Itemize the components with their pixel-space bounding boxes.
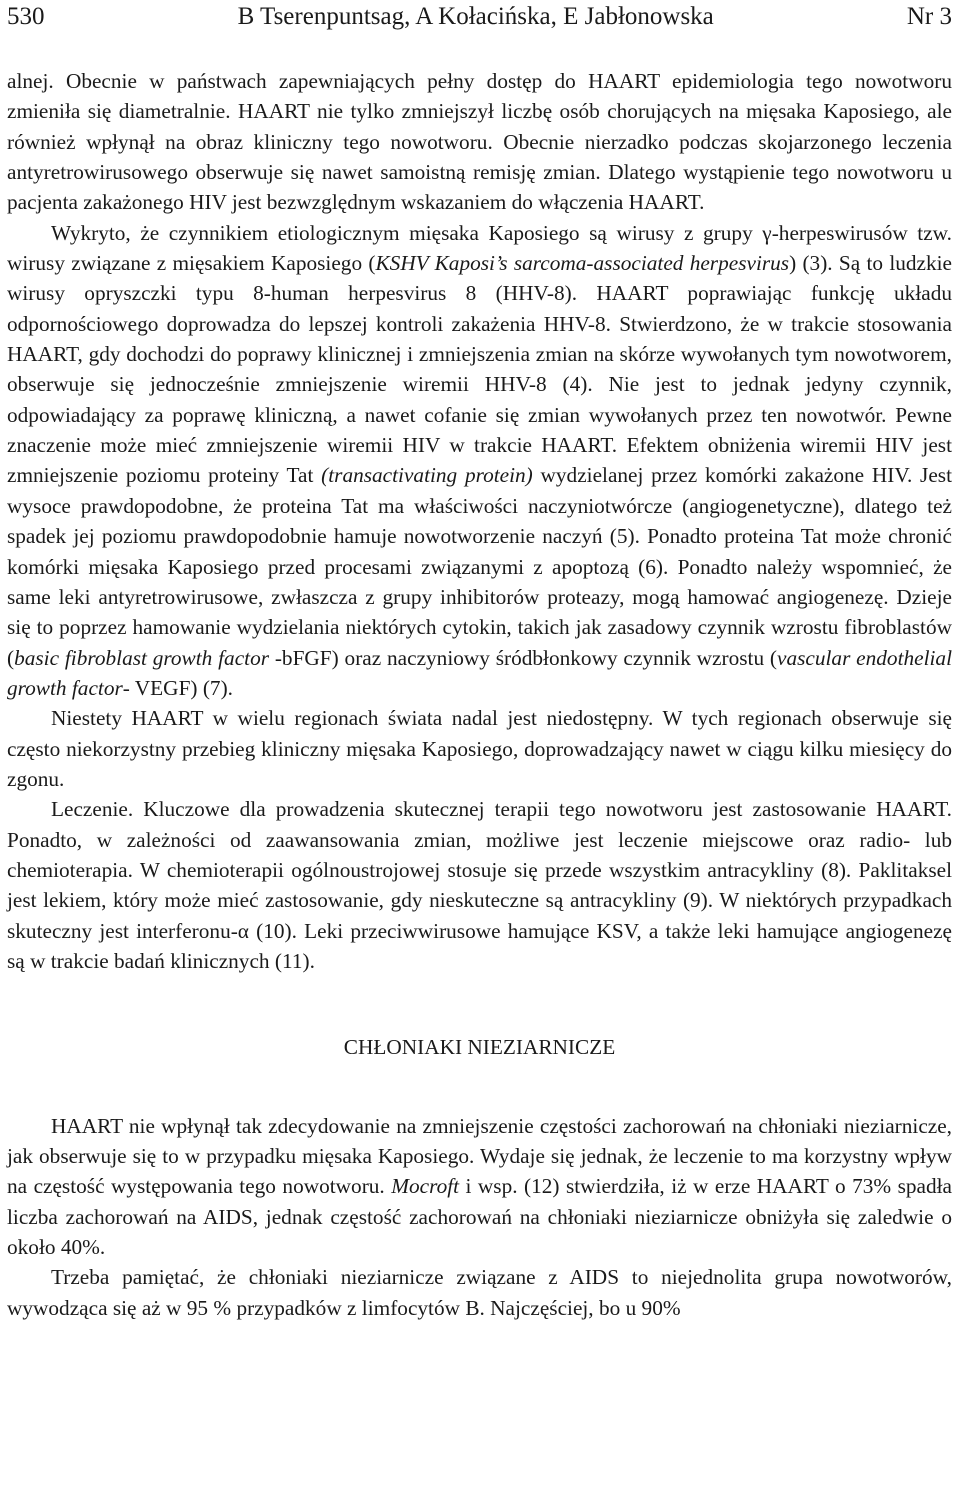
paragraph-p5 — [7, 1111, 952, 1263]
section-after-heading — [7, 1111, 952, 1323]
paragraph-p2 — [7, 218, 952, 704]
body-text — [7, 66, 952, 1323]
italic-text-run: KSHV Kaposi’s sarcoma-associated herpesvirus — [375, 251, 790, 276]
text-run: Wykryto, że czynnikiem etiologicznym mięsaka Kaposiego są wirusy z grupy γ-herpeswirusów tzw. wirusy związane z mięsakiem Kaposiego ( — [7, 220, 952, 276]
header-authors: B Tserenpuntsag, A Kołacińska, E Jabłonowska — [237, 3, 714, 30]
italic-text-run: (transactivating protein) — [321, 463, 533, 488]
paragraph-p4 — [7, 794, 952, 976]
text-run: Leczenie. Kluczowe dla prowadzenia skutecznej terapii tego nowotworu jest zastosowanie HAART. Ponadto, w zależności od zaawansowania zmian, możliwe jest leczenie miejscowe oraz radio- lub chemioterapia. W chemioterapii ogólnoustrojowej stosuje się przede wszystkim antracykliny (8). Paklitaksel jest lekiem, który może mieć zastosowanie, gdy nieskuteczne są antracykliny (9). W niektórych przypadkach skuteczny jest interferonu-α (10). Leki przeciwwirusowe hamujące KSV, a także leki hamujące angiogenezę są w trakcie badań klinicznych (11). — [7, 797, 952, 973]
italic-text-run: basic fibroblast growth factor — [14, 645, 269, 670]
text-run: Niestety HAART w wielu regionach świata nadal jest niedostępny. W tych regionach obserwuje się często niekorzystny przebieg kliniczny mięsaka Kaposiego, doprowadzający nawet w ciągu kilku miesięcy do zgonu. — [7, 706, 952, 791]
paragraph-p3 — [7, 703, 952, 794]
text-run: ) (3). Są to ludzkie wirusy opryszczki typu 8-human herpesvirus 8 (HHV-8). HAART poprawiając funkcję układu odpornościowego doprowadza do lepszej kontroli zakażenia HHV-8. Stwierdzono, że w trakcie stosowania HAART, gdy dochodzi do poprawy klinicznej i zmniejszenia zmian na skórze wywołanych tym nowotworem, obserwuje się jednocześnie zmniejszenie wiremii HHV-8 (4). Nie jest to jednak jedyny czynnik, odpowiadający za poprawę kliniczną, a nawet cofanie się zmian wywołanych przez ten nowotwór. Pewne znaczenie może mieć zmniejszenie wiremii HIV w trakcie HAART. Efektem obniżenia wiremii HIV jest zmniejszenie poziomu proteiny Tat — [7, 251, 952, 488]
paragraph-p1 — [7, 66, 952, 218]
running-header — [7, 0, 952, 34]
paragraph-p6 — [7, 1262, 952, 1323]
section-before-heading — [7, 66, 952, 976]
text-run: HAART nie wpłynął tak zdecydowanie na zmniejszenie częstości zachorowań na chłoniaki nieziarnicze, jak obserwuje się to w przypadku mięsaka Kaposiego. Wydaje się jednak, że leczenie to ma korzystny wpływ na częstość występowania tego nowotworu. — [7, 1113, 952, 1199]
text-run: Trzeba pamiętać, że chłoniaki nieziarnicze związane z AIDS to niejednolita grupa nowotworów, wywodząca się aż w 95 % przypadków z limfocytów B. Najczęściej, bo u 90% — [7, 1265, 952, 1320]
italic-text-run: Mocroft — [391, 1174, 460, 1199]
text-run: i wsp. (12) stwierdziła, iż w erze HAART o 73% spadła liczba zachorowań na AIDS, jednak częstość zachorowań na chłoniaki nieziarnicze obniżyła się zaledwie o około 40%. — [7, 1174, 952, 1260]
text-run: -bFGF) oraz naczyniowy śródbłonkowy czynnik wzrostu ( — [269, 645, 778, 670]
section-heading: CHŁONIAKI NIEZIARNICZE — [343, 1035, 616, 1060]
text-run: wydzielanej przez komórki zakażone HIV. Jest wysoce prawdopodobne, że proteina Tat ma właściwości naczyniotwórcze (angiogenetyczne), dlatego też spadek jej poziomu prawdopodobnie hamuje nowotworzenie naczyń (5). Ponadto proteina Tat może chronić komórki mięsaka Kaposiego przed procesami związanymi z apoptozą (6). Ponadto należy wspomnieć, że same leki antyretrowirusowe, zwłaszcza z grupy inhibitorów proteazy, mogą hamować angiogenezę. Dzieje się to poprzez hamowanie wydzielania niektórych cytokin, takich jak zasadowy czynnik wzrostu fibroblastów ( — [7, 463, 952, 670]
italic-text-run: vascular endothelial growth factor — [7, 645, 952, 700]
page-number: 530 — [7, 3, 45, 30]
text-run: alnej. Obecnie w państwach zapewniających pełny dostęp do HAART epidemiologia tego nowotworu zmieniła się diametralnie. HAART nie tylko zmniejszył liczbę osób chorujących na mięsaka Kaposiego, ale również wpłynął na obraz kliniczny tego nowotworu. Obecnie nierzadko podczas skojarzonego leczenia antyretrowirusowego obserwuje się nawet samoistną remisję zmian. Dlatego wystąpienie tego nowotworu u pacjenta zakażonego HIV jest bezwzględnym wskazaniem do włączenia HAART. — [7, 69, 952, 215]
text-run: - VEGF) (7). — [122, 675, 233, 700]
issue-number: Nr 3 — [906, 3, 952, 30]
